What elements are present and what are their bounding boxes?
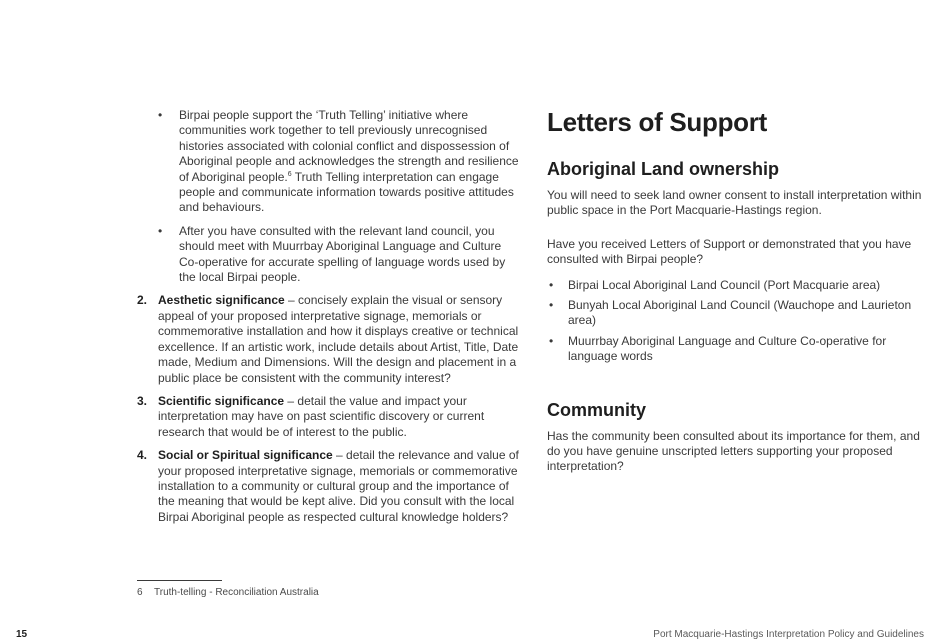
list-item: • Bunyah Local Aboriginal Land Council (Wauchope and Laurieton area) [568,298,927,329]
list-item: • Birpai Local Aboriginal Land Council (Port Macquarie area) [568,278,927,293]
bullet-list [137,108,519,285]
item-term: Aesthetic significance [158,293,285,308]
footnote-number: 6 [137,587,143,598]
bullet-text: Birpai people support the ‘Truth Telling’ initiative where communities work together to tell previously unrecognised histories associated with colonial conflict and dispossession of Aboriginal people and acknowledges the strength and resilience of Aboriginal people. [179,108,519,184]
land-ownership-heading: Aboriginal Land ownership [547,159,780,179]
footnote-divider [137,580,222,581]
right-column [547,106,927,493]
item-number: 2. [137,293,148,308]
bullet-text-continued: Truth Telling interpretation can engage people and communicate information towards positive attitudes and behaviours. [179,169,514,215]
list-item [137,448,519,525]
document-title: Port Macquarie-Hastings Interpretation Policy and Guidelines [653,629,924,640]
page-number: 15 [16,629,28,640]
bullet-text: After you have consulted with the relevant land council, you should meet with Muurrbay Aboriginal Language and Culture Co-operative for accurate spelling of language words used by the local Birpai people. [179,223,506,285]
footnote-text: Truth-telling - Reconciliation Australia [154,587,319,598]
community-heading: Community [547,399,646,420]
list-item [179,224,519,286]
land-ownership-paragraph: You will need to seek land owner consent to install interpretation within public space in the Port Macquarie-Hastings region. [547,188,922,218]
left-column [137,108,519,533]
item-text: – detail the relevance and value of your proposed interpretative signage, memorials or commemorative installation to a community or cultural group and the importance of the meaning that would be kept alive. Did you consult with the local Birpai Aboriginal people as respected cultural knowledge holders? [158,448,519,524]
item-text: – detail the value and impact your interpretation may have on past scientific discovery or current research that would be of interest to the public. [158,393,485,439]
list-item: • Muurrbay Aboriginal Language and Culture Co-operative for language words [568,334,927,365]
item-term: Social or Spiritual significance [158,448,333,463]
list-item [137,394,519,440]
item-term: Scientific significance [158,393,285,408]
footnote-reference[interactable]: 6 [287,170,292,178]
item-number: 4. [137,448,148,463]
list-item [137,293,519,385]
community-paragraph: Has the community been consulted about its importance for them, and do you have genuine unscripted letters supporting your proposed interpretation? [547,428,920,474]
support-list [547,278,927,365]
numbered-list [137,293,519,525]
letters-question-paragraph: Have you received Letters of Support or demonstrated that you have consulted with Birpai people? [547,236,912,267]
item-number: 3. [137,393,148,408]
section-title: Letters of Support [547,107,767,137]
footnote [137,586,319,599]
item-text: – concisely explain the visual or sensory appeal of your proposed interpretative signage, memorials or commemorative installation and how it displays creative or technical excellence. If an artistic work, include details about Artist, Title, Date made, Medium and Dimensions. Will the design and placement in a public place be consistent with the community interest? [158,293,519,385]
list-item [179,108,519,216]
